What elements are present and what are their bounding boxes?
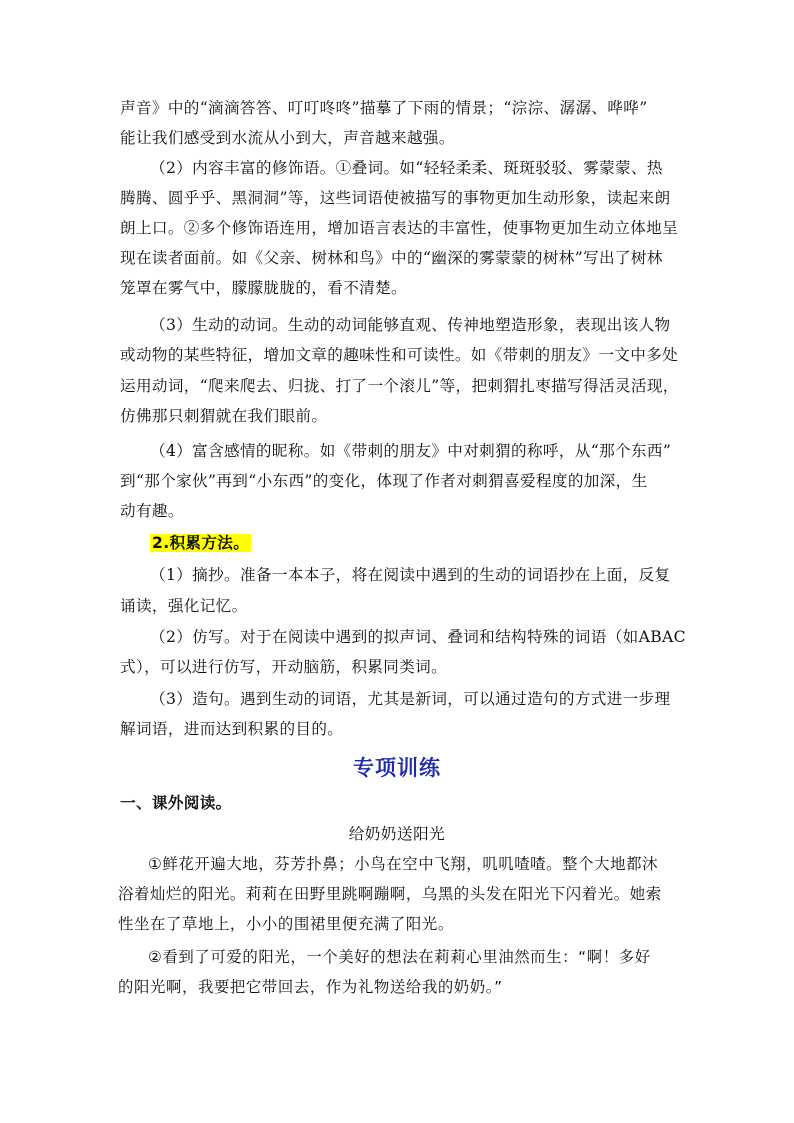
body-line-4: 腾腾、圆乎乎、黑洞洞”等，这些词语使被描写的事物更加生动形象，读起来朗 xyxy=(120,189,671,207)
body-line-8: （3）生动的动词。生动的动词能够直观、传神地塑造形象，表现出该人物 xyxy=(150,316,671,334)
body-line-12: （4）富含感情的昵称。如《带刺的朋友》中对刺猬的称呼，从“那个东西” xyxy=(150,442,672,460)
method-heading xyxy=(150,533,730,553)
body-line-6: 现在读者面前。如《父亲、树林和鸟》中的“幽深的雾蒙蒙的树林”写出了树林 xyxy=(120,249,663,267)
story-line-1: ①鲜花开遍大地，芬芳扑鼻；小鸟在空中飞翔，叽叽喳喳。整个大地都沐 xyxy=(148,855,659,873)
body-line-7: 笼罩在雾气中，朦朦胧胧的，看不清楚。 xyxy=(120,279,407,297)
body-line-11: 仿佛那只刺猬就在我们眼前。 xyxy=(120,407,328,425)
body-line-14: 动有趣。 xyxy=(120,502,184,520)
body-line-10: 运用动词，“爬来爬去、归拢、打了一个滚儿”等，把刺猬扎枣描写得活灵活现， xyxy=(120,377,679,395)
story-title: 给奶奶送阳光 xyxy=(348,825,446,843)
story-line-3: 性坐在了草地上，小小的围裙里便充满了阳光。 xyxy=(118,915,454,933)
story-line-4: ②看到了可爱的阳光，一个美好的想法在莉莉心里油然而生：“啊！多好 xyxy=(148,948,651,966)
part-heading: 一、课外阅读。 xyxy=(120,794,232,812)
section-title: 专项训练 xyxy=(353,756,441,780)
body-line-20: （3）造句。遇到生动的词语，尤其是新词，可以通过造句的方式进一步理 xyxy=(150,690,671,708)
body-line-1: 声音》中的“滴滴答答、叮叮咚咚”描摹了下雨的情景；“淙淙、潺潺、哗哗” xyxy=(120,99,648,117)
body-line-18: （2）仿写。对于在阅读中遇到的拟声词、叠词和结构特殊的词语（如ABAC xyxy=(150,628,686,646)
body-line-2: 能让我们感受到水流从小到大，声音越来越强。 xyxy=(120,129,455,147)
method-heading-text: 2.积累方法。 xyxy=(152,534,250,552)
body-line-5: 朗上口。②多个修饰语连用，增加语言表达的丰富性，使事物更加生动立体地呈 xyxy=(120,219,679,237)
body-line-13: 到“那个家伙”再到“小东西”的变化，体现了作者对刺猬喜爱程度的加深，生 xyxy=(120,472,648,490)
body-line-17: 诵读，强化记忆。 xyxy=(120,597,248,615)
story-line-5: 的阳光啊，我要把它带回去，作为礼物送给我的奶奶。” xyxy=(118,978,503,996)
story-line-2: 浴着灿烂的阳光。莉莉在田野里跳啊蹦啊，乌黑的头发在阳光下闪着光。她索 xyxy=(118,885,662,903)
body-line-16: （1）摘抄。准备一本本子，将在阅读中遇到的生动的词语抄在上面，反复 xyxy=(150,566,671,584)
body-line-19: 式），可以进行仿写，开动脑筋，积累同类词。 xyxy=(120,658,448,676)
body-line-21: 解词语，进而达到积累的目的。 xyxy=(120,720,344,738)
body-line-3: （2）内容丰富的修饰语。①叠词。如“轻轻柔柔、斑斑驳驳、雾蒙蒙、热 xyxy=(150,159,663,177)
body-line-9: 或动物的某些特征，增加文章的趣味性和可读性。如《带刺的朋友》一文中多处 xyxy=(120,346,679,364)
